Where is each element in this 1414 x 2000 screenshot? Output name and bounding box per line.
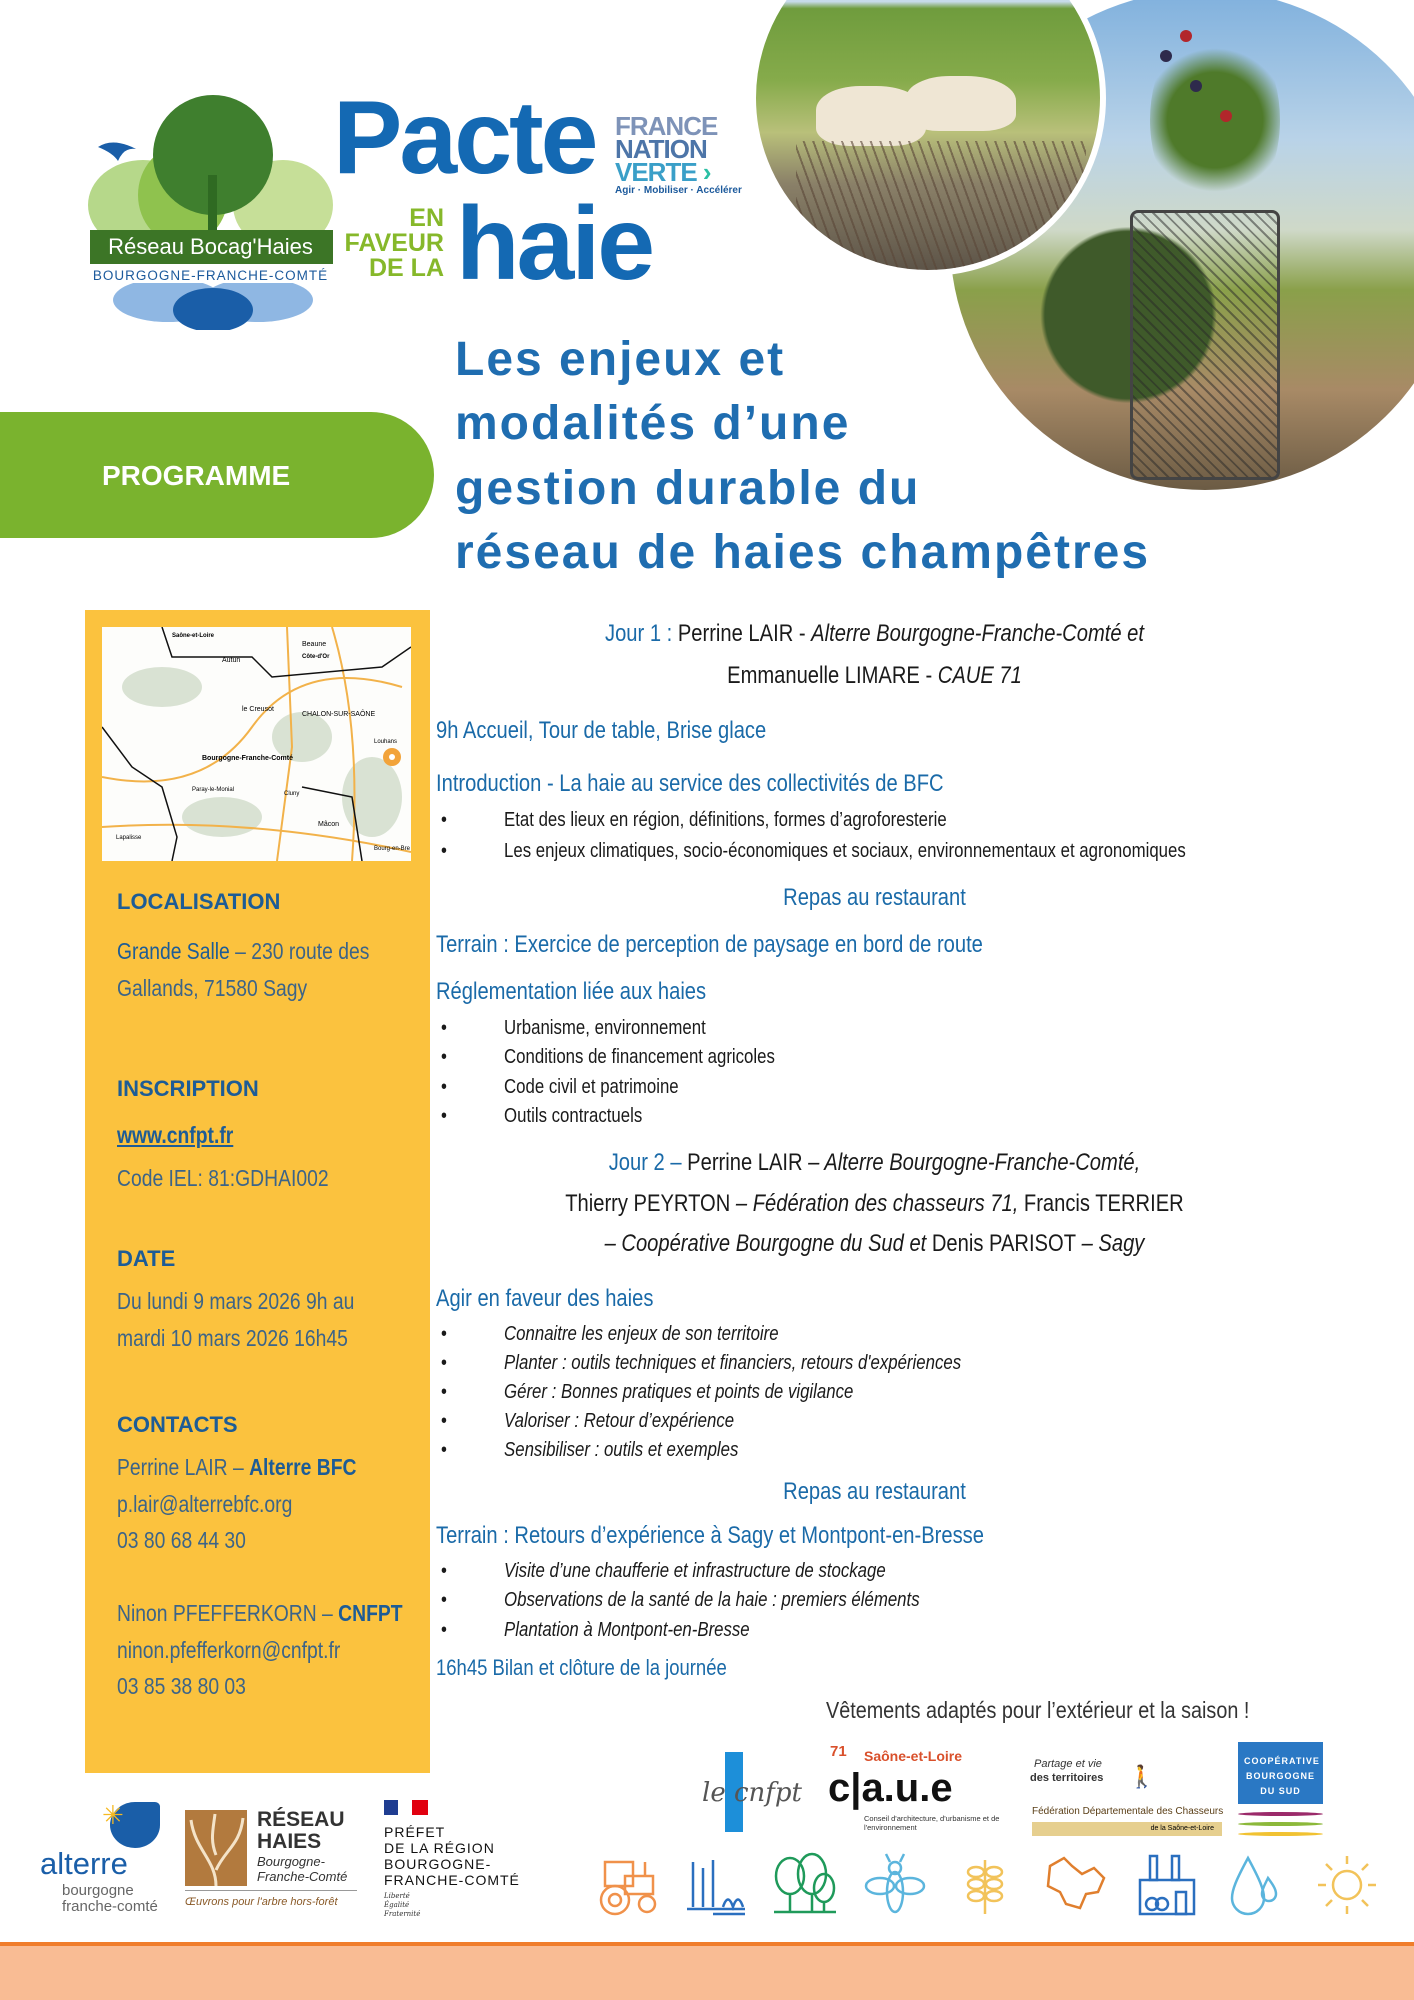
alterre-logo: ✳ alterre bourgogne franche-comté (40, 1798, 170, 1918)
list-item: • Outils contractuels (441, 1105, 643, 1127)
region-map-icon (1042, 1852, 1108, 1918)
bee-icon (862, 1852, 928, 1918)
day1-speakers: Jour 1 : Perrine LAIR - Alterre Bourgogne-Franche-Comté et (604, 620, 1144, 647)
france-nation-verte-logo: FRANCE NATION VERTE › Agir · Mobiliser · Accélérer (615, 111, 742, 196)
repas-2: Repas au restaurant (783, 1478, 966, 1505)
sunburst-icon: ✳ (102, 1800, 124, 1830)
intro-title: Introduction - La haie au service des collectivités de BFC (436, 770, 944, 797)
pacte-word: Pacte (333, 80, 596, 196)
terrain-2-title: Terrain : Retours d’expérience à Sagy et Montpont-en-Bresse (436, 1522, 984, 1549)
footer-band (0, 1946, 1414, 2000)
localisation-heading: LOCALISATION (117, 889, 281, 914)
cows-field-photo (750, 0, 1106, 276)
reseau-bocaghaies-logo (88, 95, 333, 330)
programme-label: PROGRAMME (102, 460, 291, 491)
hunters-icon: 🚶 (1128, 1764, 1156, 1789)
cnfpt-logo: le cnfpt (700, 1752, 810, 1832)
clothing-note: Vêtements adaptés pour l’extérieur et la saison ! (826, 1697, 1250, 1723)
cooperative-logo: COOPÉRATIVE BOURGOGNE DU SUD (1238, 1742, 1323, 1842)
inscription-heading: INSCRIPTION (117, 1076, 259, 1101)
sun-icon (1314, 1852, 1380, 1918)
list-item: • Plantation à Montpont-en-Bresse (441, 1619, 750, 1641)
list-item: • Visite d’une chaufferie et infrastructure de stockage (441, 1560, 886, 1582)
caue-logo: 71 Saône-et-Loire c|a.u.e Conseil d'architecture, d'urbanisme et de l'environnement (828, 1743, 1000, 1832)
trees-icon (772, 1852, 838, 1918)
tractor-icon (595, 1852, 661, 1918)
water-drop-icon (1222, 1852, 1288, 1918)
contacts-heading: CONTACTS (117, 1412, 238, 1437)
contact-email[interactable]: p.lair@alterrebfc.org (117, 1491, 293, 1517)
list-item: • Conditions de financement agricoles (441, 1046, 775, 1068)
date-heading: DATE (117, 1246, 176, 1271)
programme-banner (0, 412, 434, 538)
day2-speakers: Jour 2 – Perrine LAIR – Alterre Bourgogne-Franche-Comté, (608, 1149, 1141, 1176)
cnfpt-link[interactable]: www.cnfpt.fr (117, 1122, 234, 1148)
wheat-icon (952, 1852, 1018, 1918)
list-item: • Code civil et patrimoine (441, 1076, 679, 1098)
list-item: • Gérer : Bonnes pratiques et points de vigilance (441, 1381, 854, 1403)
chasseurs-logo: Partage et vie des territoires 🚶 Fédération Départementale des Chasseurs de la Saône-et-Loire (1028, 1758, 1223, 1840)
contact-email[interactable]: ninon.pfefferkorn@cnfpt.fr (117, 1637, 341, 1663)
factory-icon (1134, 1852, 1200, 1918)
list-item: • Les enjeux climatiques, socio-économiques et sociaux, environnementaux et agronomiques (441, 840, 1186, 862)
list-item: • Planter : outils techniques et financiers, retours d'expériences (441, 1352, 962, 1374)
location-map: Bourgogne-Franche-Comté CHALON-SUR-SAÔNE Saône-et-Loire Beaune Côte-d'Or Autun le Creusot Louhans Paray-le-Monial Cluny Mâcon Lapalisse Bourg-en-Bre (102, 627, 411, 861)
contact-phone: 03 85 38 80 03 (117, 1673, 246, 1699)
title-line-3: gestion durable du (455, 462, 921, 515)
title-line-2: modalités d’une (455, 397, 851, 450)
prefet-logo: PRÉFET DE LA RÉGION BOURGOGNE- FRANCHE-COMTÉ Liberté Égalité Fraternité (384, 1800, 544, 1920)
terrain-1: Terrain : Exercice de perception de paysage en bord de route (436, 931, 983, 958)
logo-name: Réseau Bocag'Haies (108, 234, 313, 259)
contact-phone: 03 80 68 44 30 (117, 1527, 246, 1553)
list-item: • Observations de la santé de la haie : premiers éléments (441, 1589, 920, 1611)
reeds-icon (683, 1852, 749, 1918)
bilan: 16h45 Bilan et clôture de la journée (436, 1655, 727, 1680)
code-iel: Code IEL: 81:GDHAI002 (117, 1165, 329, 1191)
repas-1: Repas au restaurant (783, 884, 966, 911)
branches-icon (185, 1810, 247, 1886)
en-faveur-de-la: EN FAVEUR DE LA (344, 204, 444, 282)
haie-word: haie (456, 186, 653, 302)
title-line-1: Les enjeux et (455, 333, 786, 386)
title-line-4: réseau de haies champêtres (455, 526, 1151, 579)
accueil: 9h Accueil, Tour de table, Brise glace (436, 717, 767, 744)
list-item: • Urbanisme, environnement (441, 1017, 706, 1039)
reglementation-title: Réglementation liée aux haies (436, 978, 707, 1005)
list-item: • Etat des lieux en région, définitions, formes d’agroforesterie (441, 809, 947, 831)
list-item: • Sensibiliser : outils et exemples (441, 1439, 739, 1461)
reseau-haies-logo: RÉSEAU HAIES Bourgogne- Franche-Comté Œuvrons pour l'arbre hors-forêt (185, 1808, 365, 1918)
agir-title: Agir en faveur des haies (436, 1285, 654, 1312)
logo-region: BOURGOGNE-FRANCHE-COMTÉ (88, 268, 333, 283)
list-item: • Connaitre les enjeux de son territoire (441, 1323, 779, 1345)
chevron-icon: › (702, 157, 711, 187)
list-item: • Valoriser : Retour d’expérience (441, 1410, 735, 1432)
